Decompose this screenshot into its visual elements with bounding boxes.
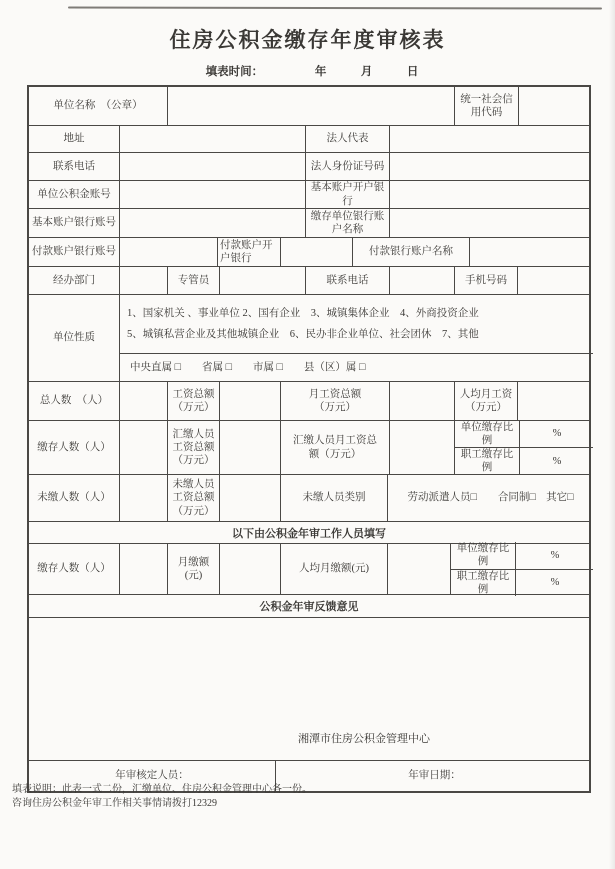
unit-nature-label: 单位性质 (53, 332, 95, 344)
row-fund-account (29, 180, 589, 208)
row-total-people (29, 381, 589, 420)
feedback-area (29, 617, 589, 760)
row-unpaid (29, 474, 589, 521)
review-date-cell: 年审日期： (275, 761, 593, 791)
depositors-label: 缴存人数（人） (37, 441, 111, 453)
wage-total-label (167, 382, 219, 420)
fund-account-value-cell (119, 181, 305, 208)
monthly-wage-label-text: 月工资总额（万元） (308, 388, 362, 413)
monthly-amount-label: 月缴额(元) (167, 544, 219, 594)
form-table (27, 85, 591, 793)
remit-wage-label-text: 汇缴人员工资总额（万元） (172, 428, 215, 467)
management-center-name: 湘潭市住房公积金管理中心 (298, 733, 430, 745)
audit-staff-ratio-percent: % (515, 570, 594, 596)
specialist-label: 专管员 (167, 267, 219, 294)
total-people-label: 总人数 （人） (39, 395, 109, 407)
unpaid-label: 未缴人数（人） (37, 492, 111, 504)
contact-label: 联系电话 (305, 267, 389, 294)
payment-account-value-cell (119, 238, 217, 266)
row-depositors (29, 420, 589, 474)
unpaid-wage-value-cell (219, 475, 280, 521)
audit-staff-ratio-row (451, 569, 593, 596)
row-audit-depositors (29, 543, 589, 594)
row-unit-name (29, 87, 589, 125)
mobile-value-cell (517, 267, 593, 294)
audit-unit-ratio-row (451, 542, 593, 568)
unit-nature-line2: 5、城镇私营企业及其他城镇企业 6、民办非企业单位、社会团休 7、其他 (127, 329, 479, 341)
deposit-account-name-label (305, 209, 389, 237)
unit-name-label: 单位名称 （公章） (53, 100, 143, 112)
dept-value-cell (119, 267, 167, 294)
staff-ratio-label: 职工缴存比例 (460, 449, 514, 474)
audit-depositors-label: 缴存人数（人） (37, 563, 111, 575)
staff-ratio-percent: % (519, 448, 594, 474)
payment-bank-label-text: 付款账户开户银行 (220, 239, 273, 264)
specialist-value-cell (219, 267, 305, 294)
ratio-block (454, 421, 593, 474)
unit-ratio-label: 单位缴存比例 (460, 421, 514, 446)
credit-code-label (454, 87, 518, 125)
phone-value-cell (119, 153, 305, 180)
deposit-account-name-value-cell (389, 209, 593, 237)
scan-artifact-line (68, 6, 602, 9)
unpaid-types-cell: 劳动派遣人员□ 合同制□ 其它□ (387, 475, 593, 521)
unit-ratio-row (455, 421, 593, 447)
payment-account-name-value-cell (469, 238, 593, 266)
audit-unit-ratio-label: 单位缴存比例 (456, 543, 510, 568)
audit-ratio-block (450, 544, 593, 594)
unit-nature-line1: 1、国家机关 、事业单位 2、国有企业 3、城镇集体企业 4、外商投资企业 (127, 307, 479, 319)
credit-code-value-cell (518, 87, 593, 125)
wage-total-value-cell (219, 382, 280, 420)
remit-wage-label (167, 421, 219, 474)
staff-ratio-row (455, 447, 593, 474)
legal-rep-label: 法人代表 (305, 126, 389, 152)
fill-time-line: 填表时间： 年 月 日 (205, 66, 419, 78)
unit-name-value-cell (167, 87, 454, 125)
audit-staff-ratio-label: 职工缴存比例 (456, 570, 510, 595)
reviewer-label-cell: 年审核定人员： (115, 770, 189, 782)
unit-nature-affiliation: 中央直属 □ 省属 □ 市属 □ 县（区）属 □ (120, 353, 593, 381)
fund-account-label: 单位公积金账号 (37, 188, 111, 200)
row-phone (29, 152, 589, 180)
legal-id-value-cell (389, 153, 593, 180)
address-value-cell (119, 126, 305, 152)
avg-monthly-amount-label: 人均月缴额(元) (280, 544, 387, 594)
deposit-account-name-label-text: 缴存单位银行账户名称 (310, 210, 385, 235)
scan-edge-shadow (609, 0, 615, 869)
avg-wage-label-text: 人均月工资（万元） (459, 388, 513, 413)
avg-monthly-amount-value-cell (387, 544, 450, 594)
note-line-2: 咨询住房公积金年审工作相关事情请拨打12329 (12, 798, 217, 809)
payment-account-name-label: 付款银行账户名称 (352, 238, 469, 266)
wage-total-label-text: 工资总额（万元） (172, 388, 215, 413)
monthly-wage-label (280, 382, 389, 420)
row-payment-account (29, 237, 589, 266)
unpaid-value-cell (119, 475, 167, 521)
feedback-header: 公积金年审反馈意见 (29, 594, 589, 617)
row-dept (29, 266, 589, 294)
basic-bank-label: 基本账户开户银行 (305, 181, 389, 208)
remit-monthly-wage-value-cell (389, 421, 454, 474)
total-people-value-cell (119, 382, 167, 420)
unit-nature-options (120, 295, 593, 353)
basic-account-value-cell (119, 209, 305, 237)
legal-rep-value-cell (389, 126, 593, 152)
contact-value-cell (389, 267, 454, 294)
dept-label: 经办部门 (53, 274, 95, 286)
basic-account-label: 基本账户银行账号 (32, 217, 116, 229)
row-unit-nature (29, 294, 589, 381)
staff-section-header: 以下由公积金年审工作人员填写 (29, 521, 589, 543)
legal-id-label: 法人身份证号码 (305, 153, 389, 180)
unit-ratio-percent: % (519, 421, 594, 447)
form-notes (12, 783, 604, 811)
credit-code-label-text: 统一社会信用代码 (460, 93, 513, 118)
mobile-label: 手机号码 (454, 267, 517, 294)
row-basic-account (29, 208, 589, 237)
remit-monthly-wage-label-text: 汇缴人员月工资总额（万元） (293, 435, 377, 460)
audit-unit-ratio-percent: % (515, 542, 594, 568)
payment-account-label: 付款账户银行账号 (32, 246, 116, 258)
monthly-amount-value-cell (219, 544, 280, 594)
remit-wage-value-cell (219, 421, 280, 474)
audit-depositors-value-cell (119, 544, 167, 594)
payment-bank-value-cell (280, 238, 352, 266)
avg-wage-label (454, 382, 517, 420)
basic-bank-value-cell (389, 181, 593, 208)
avg-wage-value-cell (517, 382, 593, 420)
note-line-1: 填表说明：此表一式二份，汇缴单位、住房公积金管理中心各一份。 (12, 784, 312, 795)
page-title: 住房公积金缴存年度审核表 (169, 28, 446, 52)
phone-label: 联系电话 (53, 160, 95, 172)
remit-monthly-wage-label (280, 421, 389, 474)
payment-bank-label (217, 238, 280, 266)
row-address (29, 125, 589, 152)
address-label: 地址 (63, 133, 85, 145)
unit-nature-content (119, 295, 593, 381)
monthly-wage-value-cell (389, 382, 454, 420)
unpaid-wage-label (167, 475, 219, 521)
depositors-value-cell (119, 421, 167, 474)
unpaid-category-label: 未缴人员类别 (280, 475, 387, 521)
unpaid-wage-label-text: 未缴人员工资总额（万元） (172, 479, 215, 517)
